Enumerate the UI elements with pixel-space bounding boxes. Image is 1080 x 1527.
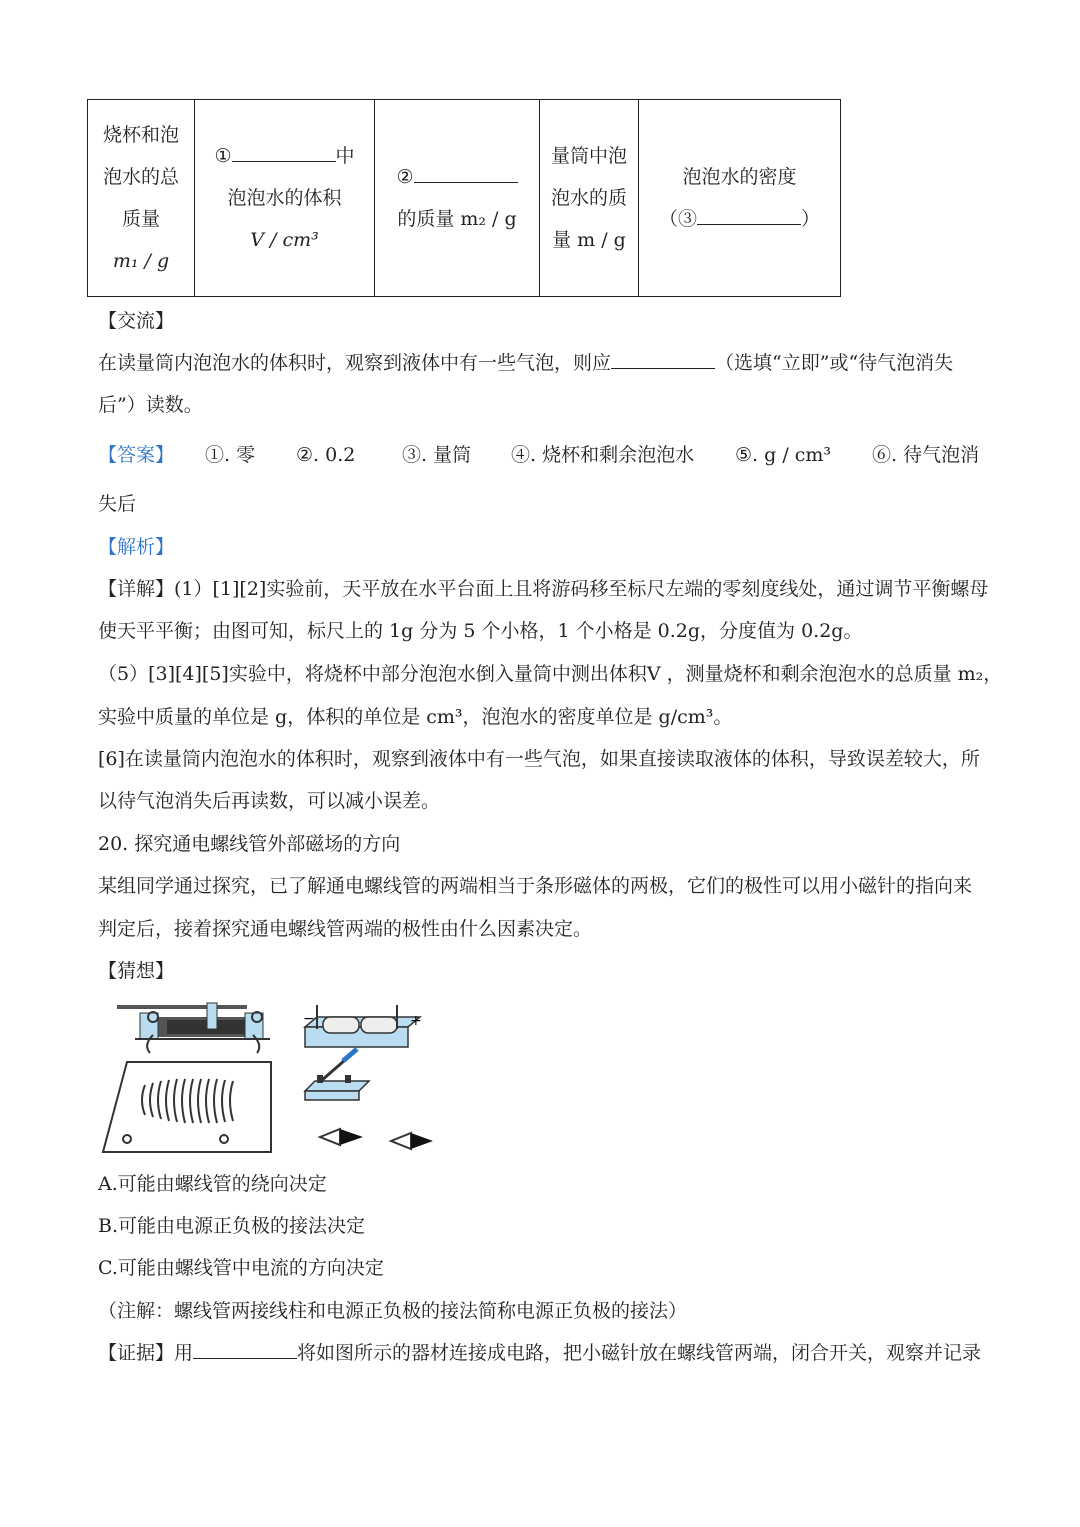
exchange-heading: 【交流】 xyxy=(98,310,175,332)
answer-blank-4[interactable] xyxy=(611,347,715,369)
analysis-line: 【详解】(1）[1][2]实验前，天平放在水平台面上且将游码移至标尺左端的零刻度线处，通过调节平衡螺母 xyxy=(98,578,989,600)
evidence-text: 【证据】用 将如图所示的器材连接成电路，把小磁针放在螺线管两端，闭合开关，观察并记录 xyxy=(98,1332,988,1374)
answer-label: 【答案】 xyxy=(98,444,175,466)
note-text: （注解：螺线管两接线柱和电源正负极的接法简称电源正负极的接法） xyxy=(98,1300,688,1322)
table-cell-total-mass: 烧杯和泡 泡水的总 质量 m₁ / g xyxy=(88,100,195,297)
answer-blank-5[interactable] xyxy=(193,1337,297,1359)
guess-option-a: A.可能由螺线管的绕向决定 xyxy=(98,1173,327,1195)
minus-label: − xyxy=(303,1011,315,1027)
solenoid-board-icon xyxy=(103,1062,271,1152)
answer-blank-1[interactable] xyxy=(232,140,336,162)
table-cell-remaining-mass: ② 的质量 m₂ / g xyxy=(375,100,540,297)
table-cell-volume: ① 中 泡泡水的体积 V / cm³ xyxy=(195,100,375,297)
compass-needle-icon xyxy=(391,1133,433,1149)
guess-heading: 【猜想】 xyxy=(98,960,175,982)
answer-item-6: ⑥. 待气泡消 xyxy=(872,444,980,466)
apparatus-figure xyxy=(95,995,445,1160)
exchange-question-cont: 后”）读数。 xyxy=(98,394,203,416)
guess-option-c: C.可能由螺线管中电流的方向决定 xyxy=(98,1257,384,1279)
compass-needle-icon xyxy=(320,1129,363,1145)
analysis-line: 实验中质量的单位是 g，体积的单位是 cm³，泡泡水的密度单位是 g/cm³。 xyxy=(98,706,733,728)
answer-item-3: ③. 量筒 xyxy=(402,444,472,466)
answer-continuation: 失后 xyxy=(98,493,137,515)
table-cell-density: 泡泡水的密度 （③ ） xyxy=(639,100,841,297)
rheostat-icon xyxy=(117,1003,270,1053)
question-20-intro: 判定后，接着探究通电螺线管两端的极性由什么因素决定。 xyxy=(98,918,593,940)
analysis-line: 使天平平衡；由图可知，标尺上的 1g 分为 5 个小格，1 个小格是 0.2g，分度值为 0.2g。 xyxy=(98,620,863,642)
analysis-line: 以待气泡消失后再读数，可以减小误差。 xyxy=(98,790,441,812)
answer-blank-2[interactable] xyxy=(414,161,518,183)
plus-label: + xyxy=(410,1013,422,1029)
answer-item-2: ②. 0.2 xyxy=(296,444,356,466)
question-20-intro: 某组同学通过探究，已了解通电螺线管的两端相当于条形磁体的两极，它们的极性可以用小磁针的指向来 xyxy=(98,875,973,897)
battery-box-icon xyxy=(303,1005,422,1047)
answer-item-1: ①. 零 xyxy=(205,444,256,466)
switch-icon xyxy=(305,1049,369,1100)
data-table xyxy=(87,99,841,297)
analysis-line: （5）[3][4][5]实验中，将烧杯中部分泡泡水倒入量筒中测出体积V ，测量烧杯和剩余泡泡水的总质量 m₂， xyxy=(98,663,1003,685)
answer-blank-3[interactable] xyxy=(697,203,801,225)
analysis-line: [6]在读量筒内泡泡水的体积时，观察到液体中有一些气泡，如果直接读取液体的体积，导致误差较大，所 xyxy=(98,748,980,770)
analysis-label: 【解析】 xyxy=(98,536,175,558)
answer-item-5: ⑤. g / cm³ xyxy=(735,444,832,466)
guess-option-b: B.可能由电源正负极的接法决定 xyxy=(98,1215,366,1237)
table-cell-cylinder-mass: 量筒中泡 泡水的质 量 m / g xyxy=(540,100,639,297)
question-20-title: 20. 探究通电螺线管外部磁场的方向 xyxy=(98,833,401,855)
answer-item-4: ④. 烧杯和剩余泡泡水 xyxy=(511,444,695,466)
exchange-question: 在读量筒内泡泡水的体积时，观察到液体中有一些气泡，则应 （选填“立即”或“待气泡消失 xyxy=(98,342,988,384)
